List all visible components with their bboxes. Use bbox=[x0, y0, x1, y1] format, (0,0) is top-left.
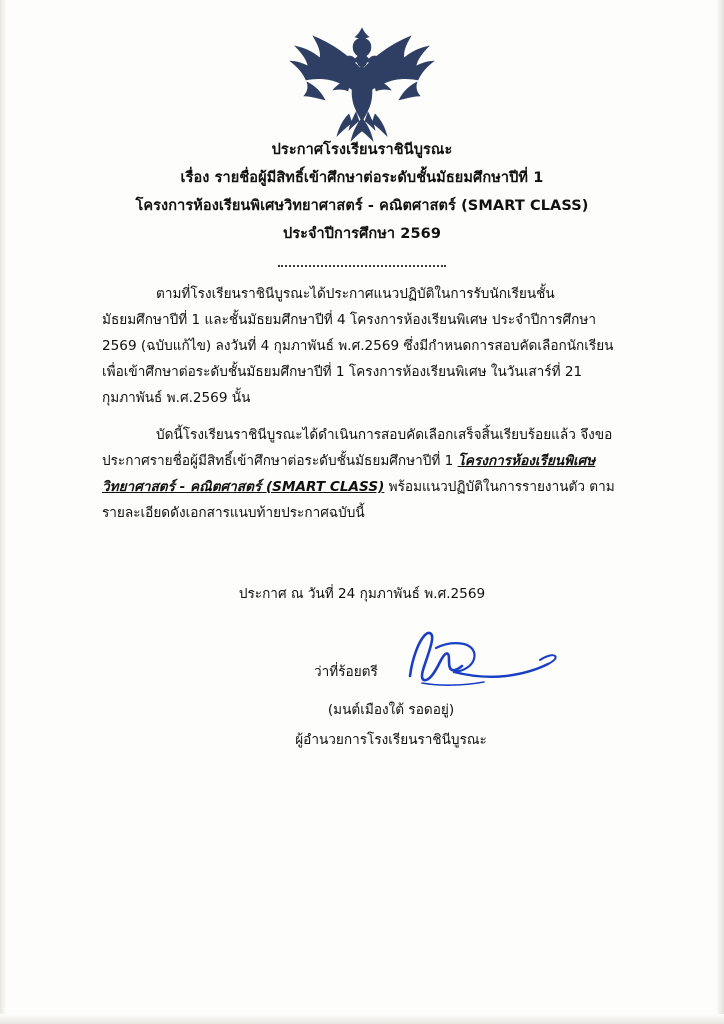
paragraph-1: ตามที่โรงเรียนราชินีบูรณะได้ประกาศแนวปฏิบัติในการรับนักเรียนชั้นมัธยมศึกษาปีที่ 1 และชั้นมัธยมศึกษาปีที่ 4 โครงการห้องเรียนพิเศษ ประจำปีการศึกษา 2569 (ฉบับแก้ไข) ลงวันที่ 4 กุมภาพันธ์ พ.ศ.2569 ซึ่งมีกำหนดการสอบคัดเลือกนักเรียนเพื่อเข้าศึกษาต่อระดับชั้นมัธยมศึกษาปีที่ 1 โครงการห้องเรียนพิเศษ ในวันเสาร์ที่ 21 กุมภาพันธ์ พ.ศ.2569 นั้น bbox=[102, 286, 614, 407]
paragraph-2-text-a: บัดนี้โรงเรียนราชินีบูรณะได้ดำเนินการสอบคัดเลือกเสร็จสิ้นเรียบร้อยแล้ว จึงขอประกาศรายชื่อผู้มีสิทธิ์เข้าศึกษาต่อระดับชั้นมัธยมศึกษาปีที่ 1 bbox=[102, 426, 613, 469]
dotted-divider bbox=[278, 257, 446, 267]
heading-block bbox=[0, 140, 724, 245]
signer-name: (มนต์เมืองใต้ รอดอยู่) bbox=[327, 702, 455, 718]
signature-mark bbox=[392, 626, 582, 690]
signature-block bbox=[0, 648, 724, 750]
scan-edge-bottom bbox=[0, 1014, 724, 1024]
paragraph-2 bbox=[102, 422, 622, 526]
announcement-date: ประกาศ ณ วันที่ 24 กุมภาพันธ์ พ.ศ.2569 bbox=[238, 585, 486, 602]
signature-prefix: ว่าที่ร้อยตรี bbox=[314, 664, 378, 680]
heading-line-4: ประจำปีการศึกษา 2569 bbox=[282, 226, 442, 243]
signer-role: ผู้อำนวยการโรงเรียนราชินีบูรณะ bbox=[295, 732, 487, 748]
heading-line-1: ประกาศโรงเรียนราชินีบูรณะ bbox=[271, 142, 453, 158]
paragraph-2-text-b: พร้อมแนวปฏิบัติในการรายงานตัว ตามรายละเอียดดังเอกสารแนบท้ายประกาศฉบับนี้ bbox=[102, 478, 615, 521]
heading-line-2: เรื่อง รายชื่อผู้มีสิทธิ์เข้าศึกษาต่อระดับชั้นมัธยมศึกษาปีที่ 1 bbox=[180, 170, 544, 187]
heading-line-3: โครงการห้องเรียนพิเศษวิทยาศาสตร์ - คณิตศาสตร์ (SMART CLASS) bbox=[135, 198, 589, 215]
garuda-emblem bbox=[287, 26, 437, 144]
paragraph-2-emphasis: โครงการห้องเรียนพิเศษวิทยาศาสตร์ - คณิตศาสตร์ (SMART CLASS) bbox=[102, 452, 596, 495]
document-body bbox=[0, 140, 724, 604]
signature-row bbox=[102, 648, 622, 692]
